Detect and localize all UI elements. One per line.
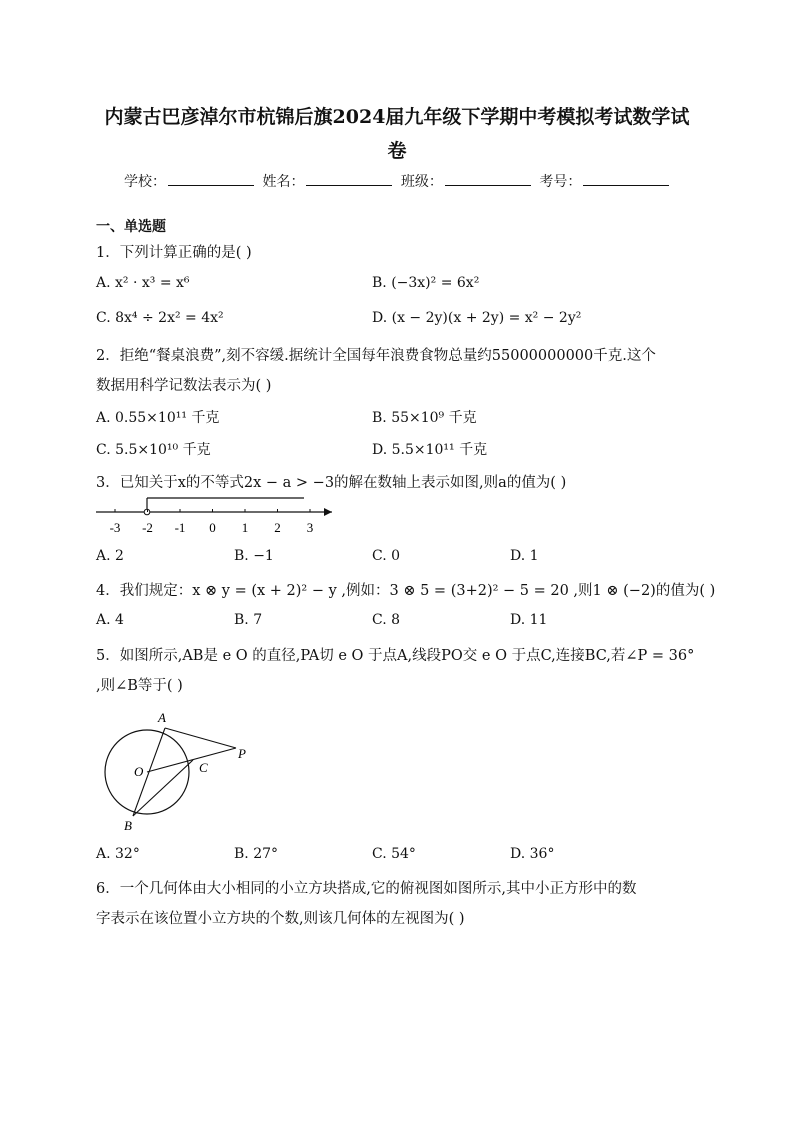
segment-po [147,748,236,772]
question-4-stem: 4．我们规定：x ⊗ y = (x + 2)² − y ,例如：3 ⊗ 5 = (3+2)² − 5 = 20 ,则1 ⊗ (−2)的值为( ) [96,583,716,599]
question-2-option-d: D. 5.5×10¹¹ 千克 [372,442,488,458]
question-6-stem-line1: 6．一个几何体由大小相同的小立方块搭成,它的俯视图如图所示,其中小正方形中的数 [96,881,637,897]
question-1-option-a: A. x² · x³ = x⁶ [96,275,190,291]
number-line-tick-label: -1 [174,520,186,535]
question-4-option-d: D. 11 [510,612,548,628]
question-1-stem: 1．下列计算正确的是( ) [96,245,252,261]
page-title-continued: 卷 [387,140,407,162]
question-3-option-c: C. 0 [372,548,401,564]
question-6-stem-line2: 字表示在该位置小立方块的个数,则该几何体的左视图为( ) [96,911,465,927]
class-label: 班级： [400,174,443,190]
question-2-stem-line1: 2．拒绝“餐桌浪费”,刻不容缓.据统计全国每年浪费食物总量约55000000000千克.这个 [96,348,656,364]
school-blank[interactable] [168,173,254,186]
exam-no-label: 考号： [539,174,582,190]
question-5-stem-line2: ,则∠B等于( ) [96,678,183,694]
question-4-option-c: C. 8 [372,612,401,628]
label-c: C [199,760,208,775]
question-5-option-a: A. 32° [96,846,140,862]
question-3-option-b: B. −1 [234,548,274,564]
question-3-stem: 3．已知关于x的不等式2x − a > −3的解在数轴上表示如图,则a的值为( ) [96,475,567,491]
name-label: 姓名： [262,174,305,190]
question-3-option-d: D. 1 [510,548,539,564]
circle-tangent-figure [96,706,266,836]
number-line-tick-label: 2 [274,520,281,535]
number-line-tick-label: -3 [109,520,121,535]
label-b: B [124,818,132,833]
question-1-option-b: B. (−3x)² = 6x² [372,275,480,291]
question-4-option-b: B. 7 [234,612,263,628]
exam-no-blank[interactable] [583,173,669,186]
class-blank[interactable] [445,173,531,186]
number-line-tick-label: 3 [306,520,314,535]
name-blank[interactable] [306,173,392,186]
label-p: P [238,746,246,761]
tangent-pa [165,728,236,748]
question-2-stem-line2: 数据用科学记数法表示为( ) [96,378,272,394]
number-line-tick-label: 0 [209,520,216,535]
question-1-option-c: C. 8x⁴ ÷ 2x² = 4x² [96,310,224,326]
school-label: 学校： [124,174,166,190]
label-a: A [158,710,166,725]
question-5-option-b: B. 27° [234,846,279,862]
question-2-option-a: A. 0.55×10¹¹ 千克 [96,410,220,426]
number-line-tick-label: 1 [241,520,249,535]
question-3-option-a: A. 2 [96,548,124,564]
question-4-option-a: A. 4 [96,612,124,628]
number-line-arrow-icon [324,508,332,516]
number-line-figure [92,495,332,540]
question-5-stem-line1: 5．如图所示,AB是 e O 的直径,PA切 e O 于点A,线段PO交 e O 于点C,连接BC,若∠P = 36° [96,648,695,664]
question-1-option-d: D. (x − 2y)(x + 2y) = x² − 2y² [372,310,582,326]
student-info-row [124,171,673,191]
question-5-option-d: D. 36° [510,846,555,862]
question-5-option-c: C. 54° [372,846,416,862]
number-line-tick-label: -2 [142,520,153,535]
question-2-option-b: B. 55×10⁹ 千克 [372,410,477,426]
label-o: O [134,764,144,779]
question-2-option-c: C. 5.5×10¹⁰ 千克 [96,442,211,458]
section-heading: 一、单选题 [96,219,166,235]
page-title: 内蒙古巴彦淖尔市杭锦后旗2024届九年级下学期中考模拟考试数学试 [104,106,690,128]
